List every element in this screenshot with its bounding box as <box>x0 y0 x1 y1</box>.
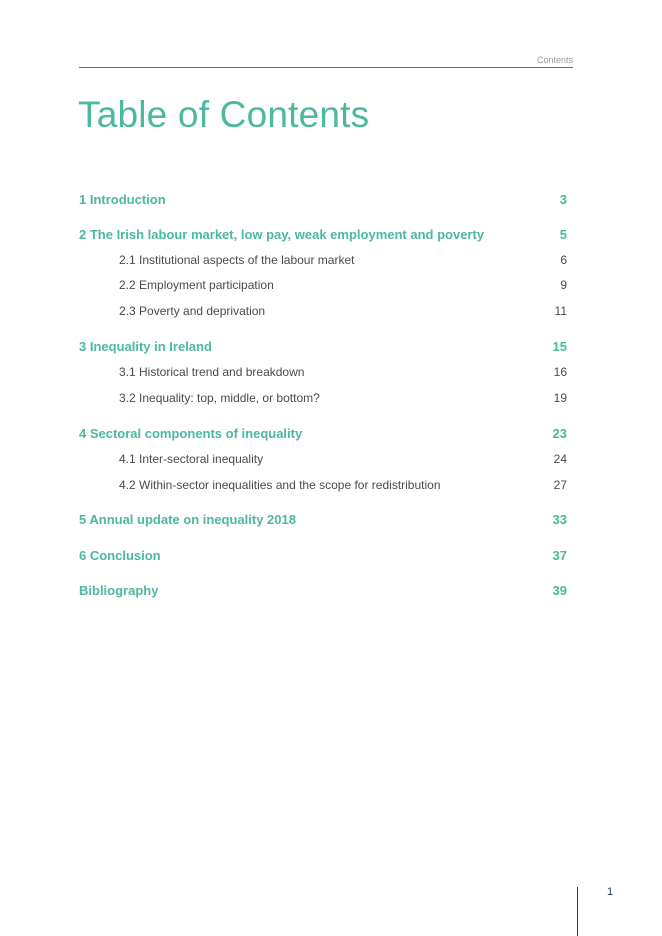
toc-entry-label: 4 Sectoral components of inequality <box>79 426 303 441</box>
toc-entry-annual-update[interactable] <box>79 510 573 530</box>
toc-entry-employment-participation[interactable] <box>79 275 573 295</box>
toc-entry-conclusion[interactable] <box>79 546 573 566</box>
running-header: Contents <box>536 55 573 65</box>
toc-entry-label: 3 Inequality in Ireland <box>79 339 212 354</box>
footer-rule <box>577 887 578 936</box>
toc-entry-page: 27 <box>553 478 567 492</box>
toc-entry-page: 11 <box>554 304 567 318</box>
toc-entry-labour-market[interactable] <box>79 225 573 245</box>
toc-entry-label: 4.1 Inter-sectoral inequality <box>119 452 264 466</box>
toc-entry-inequality-ireland[interactable] <box>79 337 573 357</box>
toc-entry-page: 37 <box>552 548 567 563</box>
toc-entry-within-sector[interactable] <box>79 475 573 495</box>
toc-entry-page: 15 <box>552 339 567 354</box>
toc-entry-page: 39 <box>552 583 567 598</box>
toc-entry-page: 33 <box>552 512 567 527</box>
toc-entry-page: 16 <box>553 365 567 379</box>
toc-entry-label: 2 The Irish labour market, low pay, weak employment and poverty <box>79 227 485 242</box>
toc-entry-poverty-deprivation[interactable] <box>79 301 573 321</box>
toc-entry-label: 3.1 Historical trend and breakdown <box>119 365 305 379</box>
toc-entry-label: 2.2 Employment participation <box>119 278 274 292</box>
page-title: Table of Contents <box>78 94 370 135</box>
toc-entry-page: 19 <box>553 391 567 405</box>
toc-entry-top-middle-bottom[interactable] <box>79 388 573 408</box>
toc-entry-page: 5 <box>559 227 567 242</box>
page-number: 1 <box>607 886 614 898</box>
toc-entry-historical-trend[interactable] <box>79 362 573 382</box>
toc-entry-label: 2.3 Poverty and deprivation <box>119 304 266 318</box>
toc-entry-page: 3 <box>559 192 567 207</box>
toc-entry-label: 4.2 Within-sector inequalities and the scope for redistribution <box>119 478 441 492</box>
toc-entry-page: 6 <box>560 253 567 267</box>
toc-entry-label: 5 Annual update on inequality 2018 <box>79 512 296 527</box>
table-of-contents <box>79 0 573 936</box>
toc-entry-page: 9 <box>560 278 567 292</box>
toc-entry-page: 24 <box>553 452 567 466</box>
toc-entry-sectoral-components[interactable] <box>79 424 573 444</box>
toc-entry-introduction[interactable] <box>79 190 573 210</box>
toc-entry-inter-sectoral[interactable] <box>79 449 573 469</box>
toc-entry-institutional-aspects[interactable] <box>79 250 573 270</box>
toc-entry-page: 23 <box>552 426 567 441</box>
toc-entry-label: Bibliography <box>79 583 159 598</box>
toc-entry-label: 6 Conclusion <box>79 548 161 563</box>
toc-entry-label: 2.1 Institutional aspects of the labour market <box>119 253 355 267</box>
toc-entry-label: 1 Introduction <box>79 192 166 207</box>
toc-entry-label: 3.2 Inequality: top, middle, or bottom? <box>119 391 320 405</box>
toc-entry-bibliography[interactable] <box>79 581 573 601</box>
